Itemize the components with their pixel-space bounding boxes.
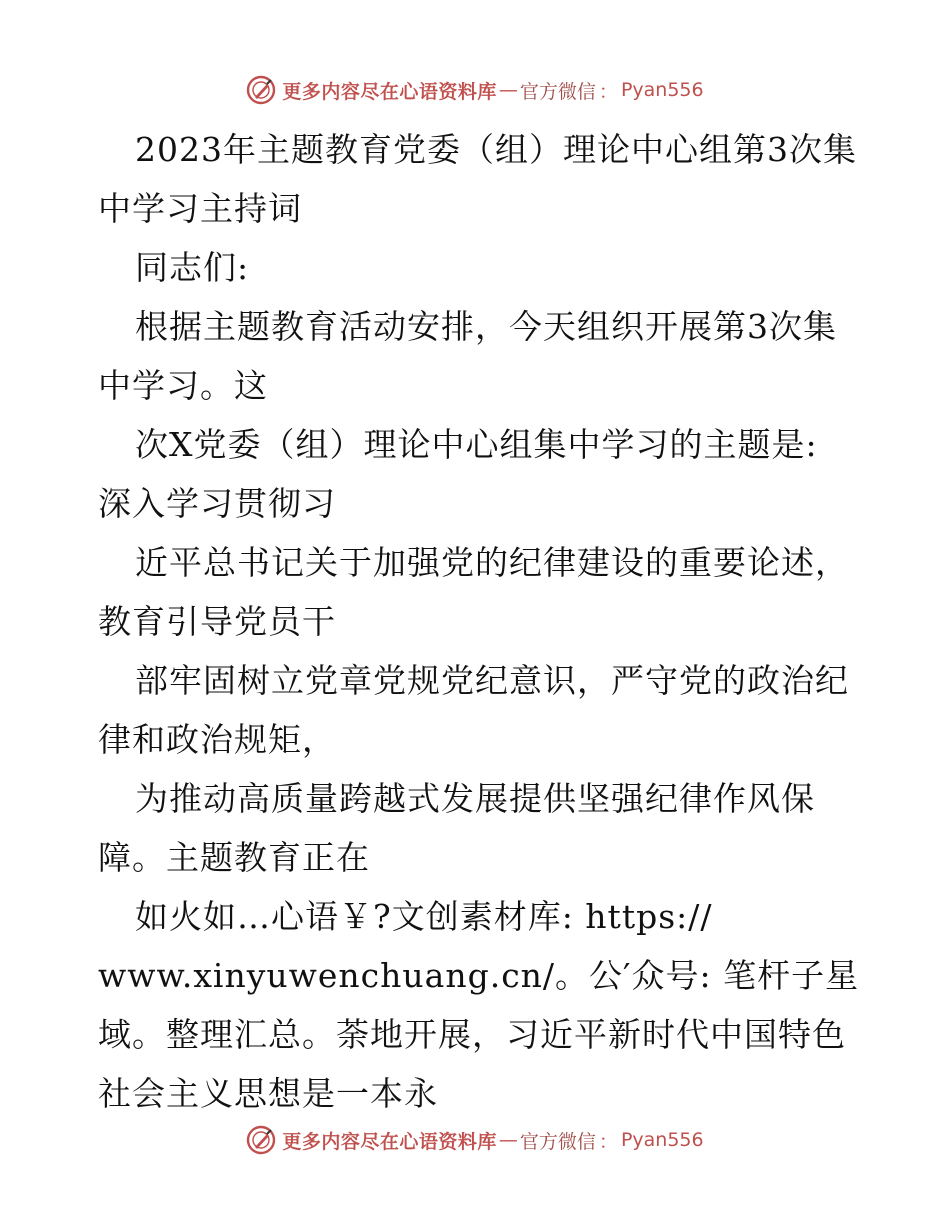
watermark-colon: ：	[598, 80, 618, 103]
text-line: 近平总书记关于加强党的纪律建设的重要论述，	[135, 543, 849, 582]
text-line: 律和政治规矩，	[98, 720, 336, 759]
watermark-colon: ：	[598, 1130, 618, 1153]
pen-logo-icon	[246, 75, 276, 105]
watermark-text: 更多内容尽在心语资料库	[282, 80, 497, 103]
footer-watermark	[0, 1120, 950, 1160]
watermark-text: 更多内容尽在心语资料库	[282, 1130, 497, 1153]
pen-logo-icon	[246, 1125, 276, 1155]
text-line: 中学习。这	[98, 366, 268, 405]
text-line: 2023年主题教育党委（组）理论中心组第3次集	[135, 130, 857, 169]
text-line: 域。整理汇总。荼地开展，习近平新时代中国特色	[98, 1015, 846, 1054]
document-body	[98, 120, 858, 1123]
text-line: 次X党委（组）理论中心组集中学习的主题是:	[135, 425, 818, 464]
watermark-separator: —	[498, 1129, 518, 1151]
watermark-label: 官方微信	[519, 80, 596, 103]
text-line: 如火如…心语￥?文创素材库: https://	[135, 897, 713, 936]
watermark-label: 官方微信	[519, 1130, 596, 1153]
text-line: 社会主义思想是一本永	[98, 1074, 438, 1113]
text-line: 中学习主持词	[98, 189, 302, 228]
text-line: 根据主题教育活动安排，今天组织开展第3次集	[135, 307, 837, 346]
text-line: 障。主题教育正在	[98, 838, 370, 877]
text-line: 部牢固树立党章党规党纪意识，严守党的政治纪	[135, 661, 849, 700]
text-line: www.xinyuwenchuang.cn/。公′众号: 笔杆子星	[98, 956, 860, 995]
text-line: 同志们:	[135, 248, 250, 287]
text-line: 教育引导党员干	[98, 602, 336, 641]
header-watermark	[0, 70, 950, 110]
watermark-separator: —	[498, 79, 518, 101]
watermark-id: Pyan556	[620, 1129, 704, 1151]
text-line: 为推动高质量跨越式发展提供坚强纪律作风保	[135, 779, 815, 818]
text-line: 深入学习贯彻习	[98, 484, 336, 523]
watermark-id: Pyan556	[620, 79, 704, 101]
